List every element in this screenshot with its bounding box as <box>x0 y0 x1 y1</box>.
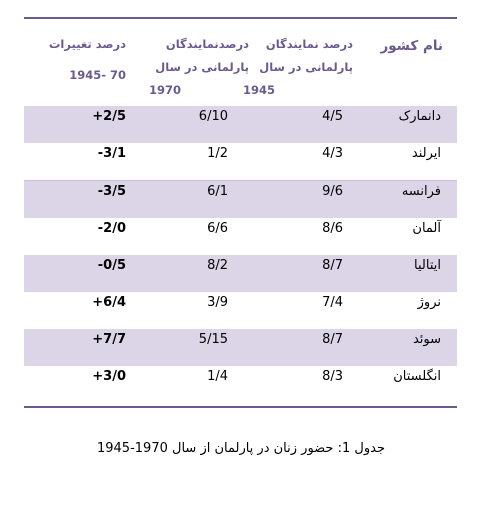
cell-change: +6/4 <box>92 295 126 310</box>
cell-country: انگلستان <box>393 369 441 384</box>
cell-1945: 8/3 <box>322 369 343 384</box>
header-change-line2: 70 -1945 <box>69 68 126 82</box>
cell-country: ایرلند <box>411 146 441 161</box>
cell-change: -2/0 <box>97 221 126 236</box>
header-1945-line2: پارلمانی در سال <box>259 60 353 74</box>
table-row <box>24 106 457 143</box>
header-1945 <box>243 33 353 102</box>
cell-1970: 3/9 <box>207 295 228 310</box>
cell-change: +7/7 <box>92 332 126 347</box>
table-row <box>24 329 457 366</box>
cell-1945: 4/5 <box>322 109 343 124</box>
table-row <box>24 218 457 256</box>
cell-1945: 4/3 <box>322 146 343 161</box>
cell-1945: 8/6 <box>322 221 343 236</box>
cell-change: -3/5 <box>97 184 126 199</box>
cell-change: -0/5 <box>97 258 126 273</box>
table-bottom-rule <box>24 406 457 408</box>
cell-1945: 9/6 <box>322 184 343 199</box>
header-1970-line2: پارلمانی در سال <box>155 60 249 74</box>
cell-country: دانمارک <box>398 109 441 124</box>
table-row <box>24 292 457 330</box>
cell-change: -3/1 <box>97 146 126 161</box>
header-1945-line1: درصد نمایندگان <box>265 37 353 51</box>
cell-1945: 8/7 <box>322 258 343 273</box>
cell-1945: 7/4 <box>322 295 343 310</box>
header-1970-line1: درصدنمایندگان <box>165 37 249 51</box>
header-1970 <box>149 33 249 102</box>
cell-country: آلمان <box>412 221 441 236</box>
header-change-line1: درصد تغییرات <box>48 37 126 51</box>
cell-country: نروژ <box>417 295 441 310</box>
cell-1970: 5/15 <box>198 332 228 347</box>
header-change <box>26 33 126 87</box>
cell-country: ایتالیا <box>414 258 441 273</box>
table-row <box>24 181 457 218</box>
women-parliament-table <box>24 17 457 408</box>
cell-country: فرانسه <box>401 184 441 199</box>
cell-1970: 1/2 <box>207 146 228 161</box>
header-1970-line3: 1970 <box>149 83 182 97</box>
cell-change: +3/0 <box>92 369 126 384</box>
header-1945-line3: 1945 <box>243 83 276 97</box>
cell-1970: 1/4 <box>207 369 228 384</box>
table-row <box>24 255 457 292</box>
cell-change: +2/5 <box>92 109 126 124</box>
cell-1945: 8/7 <box>322 332 343 347</box>
cell-1970: 8/2 <box>207 258 228 273</box>
table-caption: جدول 1: حضور زنان در پارلمان از سال 1970-1945 <box>96 441 385 456</box>
cell-1970: 6/1 <box>207 184 228 199</box>
cell-country: سوئد <box>412 332 441 347</box>
table-row <box>24 143 457 181</box>
header-country: نام کشور <box>380 38 443 54</box>
table-row <box>24 366 457 403</box>
cell-1970: 6/10 <box>198 109 228 124</box>
cell-1970: 6/6 <box>207 221 228 236</box>
